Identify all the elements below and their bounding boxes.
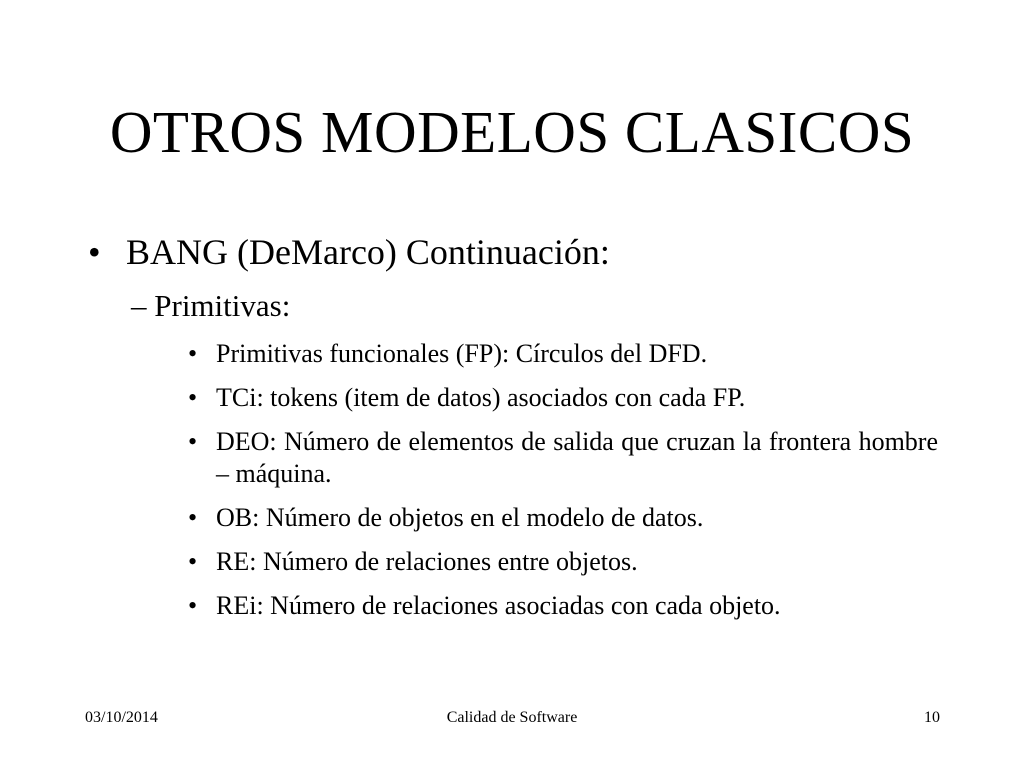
footer-page-number: 10 — [924, 709, 940, 726]
footer-title: Calidad de Software — [446, 709, 578, 726]
bullet-level3-item — [188, 546, 938, 578]
bullet-level3-item — [188, 382, 938, 414]
slide-title: OTROS MODELOS CLASICOS — [109, 99, 915, 165]
bullet-level3-marker: • — [188, 339, 198, 368]
bullet-level2-text: – Primitivas: — [131, 288, 291, 323]
bullet-level1 — [88, 230, 610, 274]
bullet-level3-marker: • — [188, 591, 198, 620]
bullet-level3-marker: • — [188, 427, 198, 456]
bullet-level3-list — [188, 338, 938, 634]
bullet-level3-text: OB: Número de objetos en el modelo de datos. — [216, 503, 704, 532]
bullet-level3-marker: • — [188, 383, 198, 412]
bullet-level3-item — [188, 426, 938, 490]
bullet-level1-marker: • — [88, 232, 101, 272]
bullet-level2 — [131, 287, 290, 325]
bullet-level3-item — [188, 502, 938, 534]
bullet-level3-text: DEO: Número de elementos de salida que cruzan la frontera hombre – máquina. — [216, 427, 938, 488]
bullet-level3-item — [188, 338, 938, 370]
bullet-level3-text: Primitivas funcionales (FP): Círculos del DFD. — [216, 339, 708, 368]
bullet-level3-text: RE: Número de relaciones entre objetos. — [216, 547, 638, 576]
bullet-level1-text: BANG (DeMarco) Continuación: — [126, 232, 610, 272]
bullet-level3-text: REi: Número de relaciones asociadas con cada objeto. — [216, 591, 781, 620]
bullet-level3-marker: • — [188, 503, 198, 532]
bullet-level3-item — [188, 590, 938, 622]
bullet-level3-text: TCi: tokens (item de datos) asociados con cada FP. — [216, 383, 746, 412]
footer-date: 03/10/2014 — [85, 709, 158, 726]
bullet-level3-marker: • — [188, 547, 198, 576]
